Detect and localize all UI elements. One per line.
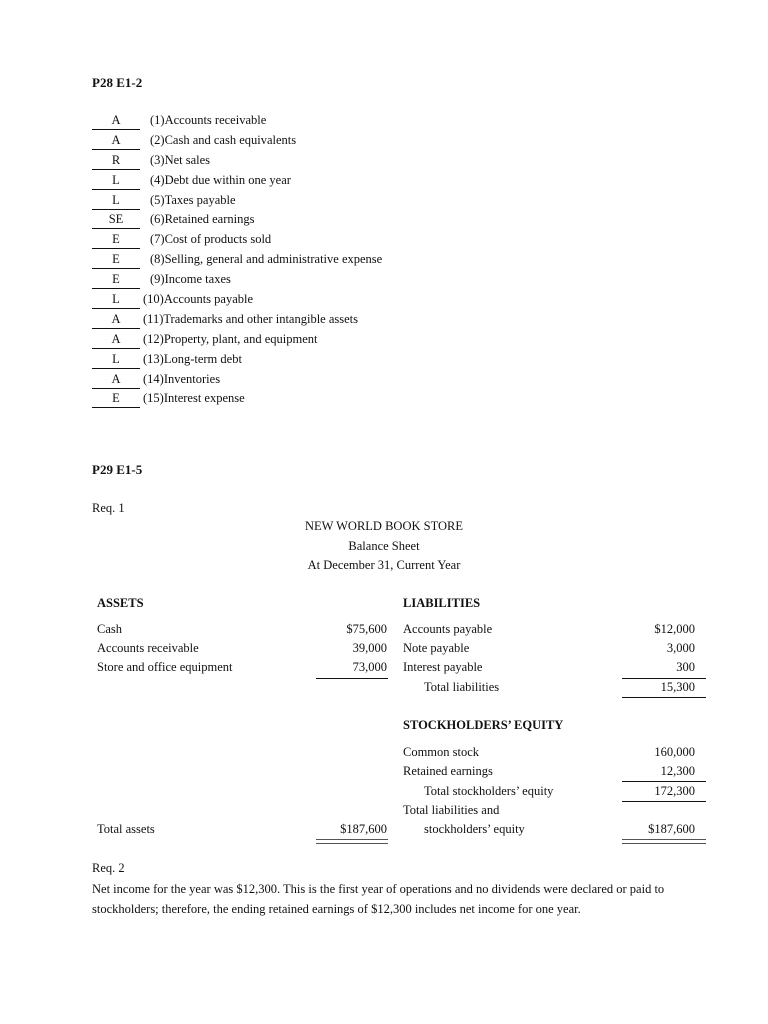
liability-value: 3,000 xyxy=(666,641,695,655)
liability-value: 300 xyxy=(676,660,695,674)
account-label: (13)Long-term debt xyxy=(143,351,242,366)
asset-value: $75,600 xyxy=(346,622,387,636)
account-label: (1)Accounts receivable xyxy=(150,113,267,127)
account-label: (7)Cost of products sold xyxy=(150,232,272,247)
liabilities-heading: LIABILITIES xyxy=(403,596,481,610)
account-label: (3)Net sales xyxy=(150,152,211,167)
total-liabilities-value: 15,300 xyxy=(660,680,695,694)
liability-label: Accounts payable xyxy=(403,622,493,636)
liability-label: Interest payable xyxy=(403,660,483,674)
req-2-label: Req. 2 xyxy=(92,861,125,875)
classification-code: A xyxy=(92,130,140,150)
req-2-paragraph: Net income for the year was $12,300. This is the first year of operations and no dividends were declared or paid to stockholders; therefore, the ending retained earnings of $12,300 includes net income for one year. xyxy=(92,882,665,916)
underline xyxy=(622,801,706,802)
underline xyxy=(316,678,388,679)
asset-label: Cash xyxy=(97,622,122,636)
asset-value: 73,000 xyxy=(352,660,387,674)
total-le-label-line-2: stockholders’ equity xyxy=(424,822,525,836)
classification-code: L xyxy=(92,170,140,190)
asset-value: 39,000 xyxy=(352,641,387,655)
underline xyxy=(622,697,706,698)
classification-code: A xyxy=(92,110,140,130)
account-label: (6)Retained earnings xyxy=(150,212,255,227)
account-label: (9)Income taxes xyxy=(150,272,231,287)
total-liabilities-label: Total liabilities xyxy=(424,680,500,694)
account-label: (14)Inventories xyxy=(143,371,221,386)
asset-label: Accounts receivable xyxy=(97,641,199,655)
total-le-value: $187,600 xyxy=(648,822,695,836)
equity-label: Common stock xyxy=(403,745,480,759)
statement-title: Balance Sheet xyxy=(348,539,420,553)
account-label: (5)Taxes payable xyxy=(150,192,236,207)
classification-code: E xyxy=(92,229,140,249)
account-label: (2)Cash and cash equivalents xyxy=(150,132,297,147)
total-equity-label: Total stockholders’ equity xyxy=(424,784,554,798)
equity-value: 12,300 xyxy=(660,764,695,778)
liability-value: $12,000 xyxy=(654,622,695,636)
account-label: (4)Debt due within one year xyxy=(150,172,291,187)
classification-code: E xyxy=(92,388,140,408)
account-label: (15)Interest expense xyxy=(143,391,245,406)
double-underline xyxy=(622,839,706,844)
account-label: (12)Property, plant, and equipment xyxy=(143,331,318,346)
statement-date: At December 31, Current Year xyxy=(307,558,461,572)
equity-label: Retained earnings xyxy=(403,764,493,778)
equity-heading: STOCKHOLDERS’ EQUITY xyxy=(403,718,564,732)
classification-code: A xyxy=(92,309,140,329)
classification-code: L xyxy=(92,289,140,309)
underline xyxy=(622,678,706,679)
classification-code: A xyxy=(92,329,140,349)
classification-code: A xyxy=(92,369,140,389)
section-heading-e1-2: P28 E1-2 xyxy=(92,75,143,90)
account-label: (8)Selling, general and administrative expense xyxy=(150,252,383,267)
classification-code: SE xyxy=(92,209,140,229)
asset-label: Store and office equipment xyxy=(97,660,233,674)
classification-code: E xyxy=(92,269,140,289)
total-le-label-line-1: Total liabilities and xyxy=(403,803,500,817)
account-label: (10)Accounts payable xyxy=(143,292,254,307)
underline xyxy=(622,781,706,782)
classification-code: E xyxy=(92,249,140,269)
req-1-label: Req. 1 xyxy=(92,501,125,515)
equity-value: 160,000 xyxy=(654,745,695,759)
total-equity-value: 172,300 xyxy=(654,784,695,798)
company-name: NEW WORLD BOOK STORE xyxy=(305,519,463,533)
double-underline xyxy=(316,839,388,844)
classification-code: L xyxy=(92,349,140,369)
assets-heading: ASSETS xyxy=(97,596,144,610)
account-label: (11)Trademarks and other intangible assets xyxy=(143,311,358,326)
classification-code: R xyxy=(92,150,140,170)
classification-code: L xyxy=(92,190,140,210)
section-heading-e1-5: P29 E1-5 xyxy=(92,462,143,477)
total-assets-label: Total assets xyxy=(97,822,155,836)
liability-label: Note payable xyxy=(403,641,470,655)
total-assets-value: $187,600 xyxy=(340,822,387,836)
